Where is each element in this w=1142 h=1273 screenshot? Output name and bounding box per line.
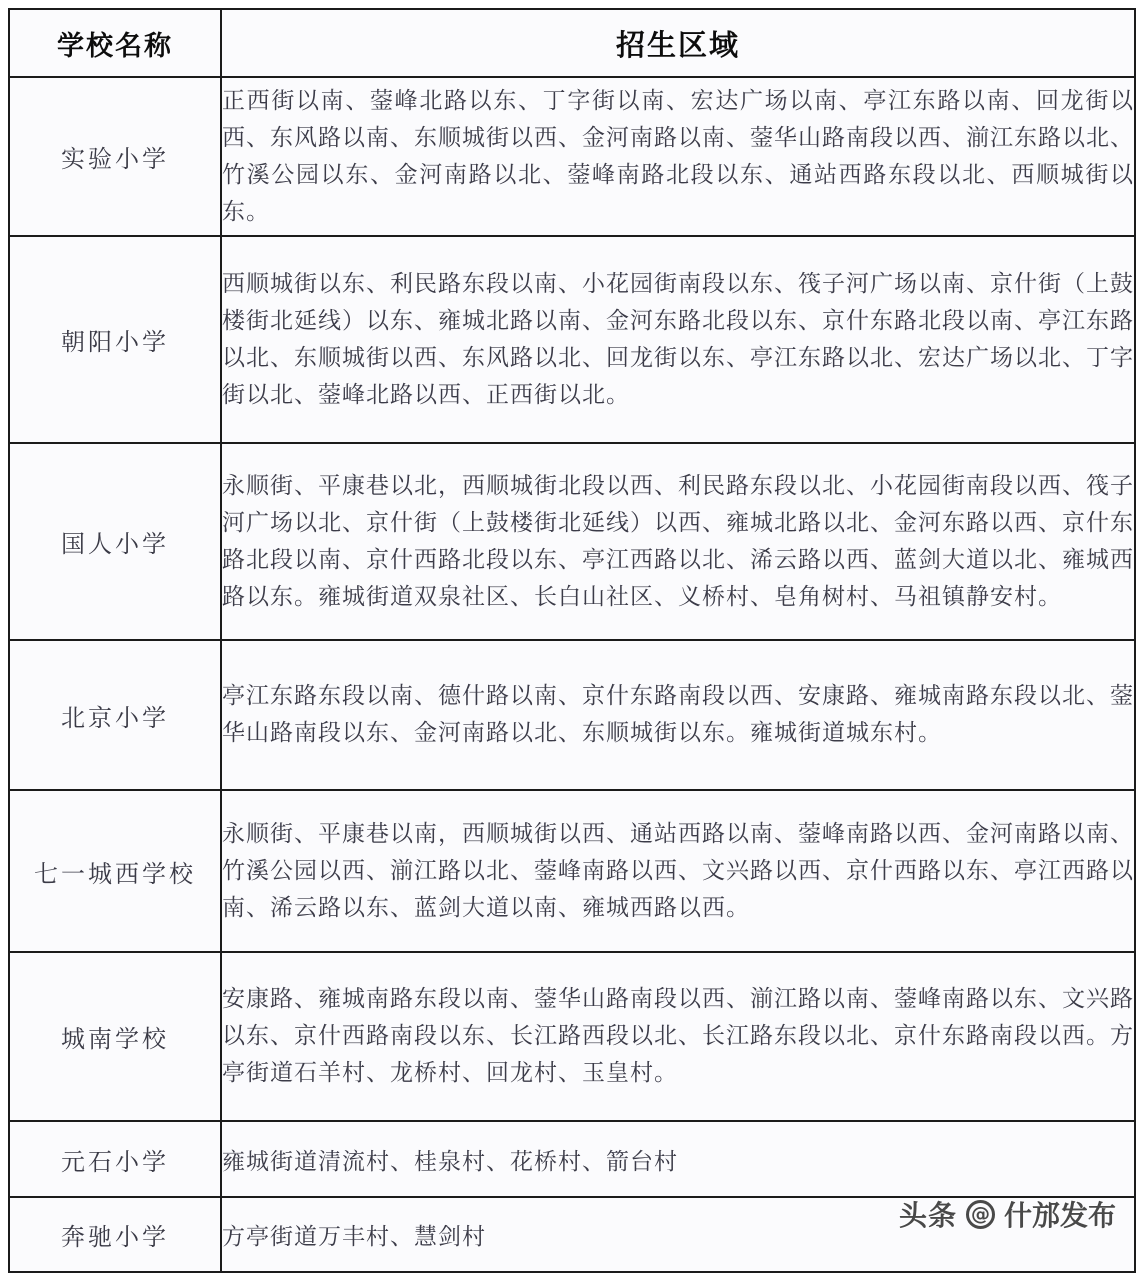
table-row (9, 236, 1135, 443)
enrollment-area-cell: 安康路、雍城南路东段以南、蓥华山路南段以西、湔江路以南、蓥峰南路以东、文兴路以东、京什西路南段以东、长江路西段以北、长江路东段以北、京什东路南段以西。方亭街道石羊村、龙桥村、回龙村、玉皇村。 (221, 952, 1135, 1121)
watermark-brand-label: 头条 (898, 1199, 957, 1232)
enrollment-area-cell: 方亭街道万丰村、慧剑村 (221, 1197, 1135, 1272)
enrollment-area-cell: 雍城街道清流村、桂泉村、花桥村、箭台村 (221, 1121, 1135, 1197)
column-header-enrollment-area: 招生区域 (221, 9, 1135, 77)
school-name-cell: 朝阳小学 (9, 236, 221, 443)
enrollment-area-cell: 亭江东路东段以南、德什路以南、京什东路南段以西、安康路、雍城南路东段以北、蓥华山路南段以东、金河南路以北、东顺城街以东。雍城街道城东村。 (221, 640, 1135, 790)
school-name-cell: 北京小学 (9, 640, 221, 790)
table-row (9, 952, 1135, 1121)
enrollment-district-table (8, 8, 1136, 1273)
table-header-row (9, 9, 1135, 77)
enrollment-area-cell: 西顺城街以东、利民路东段以南、小花园街南段以东、筏子河广场以南、京什街（上鼓楼街北延线）以东、雍城北路以南、金河东路北段以东、京什东路北段以南、亭江东路以北、东顺城街以西、东风路以北、回龙街以东、亭江东路以北、宏达广场以北、丁字街以北、蓥峰北路以西、正西街以北。 (221, 236, 1135, 443)
school-name-cell: 奔驰小学 (9, 1197, 221, 1272)
at-sign-icon: @ (966, 1200, 995, 1229)
school-name-cell: 七一城西学校 (9, 790, 221, 952)
column-header-school-name: 学校名称 (9, 9, 221, 77)
school-name-cell: 城南学校 (9, 952, 221, 1121)
school-name-cell: 实验小学 (9, 77, 221, 236)
table-row (9, 1121, 1135, 1197)
table-row (9, 1197, 1135, 1272)
table-row (9, 790, 1135, 952)
school-name-cell: 元石小学 (9, 1121, 221, 1197)
table-row (9, 77, 1135, 236)
enrollment-area-cell: 永顺街、平康巷以南，西顺城街以西、通站西路以南、蓥峰南路以西、金河南路以南、竹溪公园以西、湔江路以北、蓥峰南路以西、文兴路以西、京什西路以东、亭江西路以南、浠云路以东、蓝剑大道以南、雍城西路以西。 (221, 790, 1135, 952)
enrollment-area-cell: 正西街以南、蓥峰北路以东、丁字街以南、宏达广场以南、亭江东路以南、回龙街以西、东风路以南、东顺城街以西、金河南路以南、蓥华山路南段以西、湔江东路以北、竹溪公园以东、金河南路以北、蓥峰南路北段以东、通站西路东段以北、西顺城街以东。 (221, 77, 1135, 236)
school-name-cell: 国人小学 (9, 443, 221, 640)
table-row (9, 443, 1135, 640)
enrollment-area-cell: 永顺街、平康巷以北，西顺城街北段以西、利民路东段以北、小花园街南段以西、筏子河广场以北、京什街（上鼓楼街北延线）以西、雍城北路以北、金河东路以西、京什东路北段以南、京什西路北段以东、亭江西路以北、浠云路以西、蓝剑大道以北、雍城西路以东。雍城街道双泉社区、长白山社区、义桥村、皂角树村、马祖镇静安村。 (221, 443, 1135, 640)
watermark-handle-label: 什邡发布 (1003, 1199, 1116, 1232)
table-row (9, 640, 1135, 790)
